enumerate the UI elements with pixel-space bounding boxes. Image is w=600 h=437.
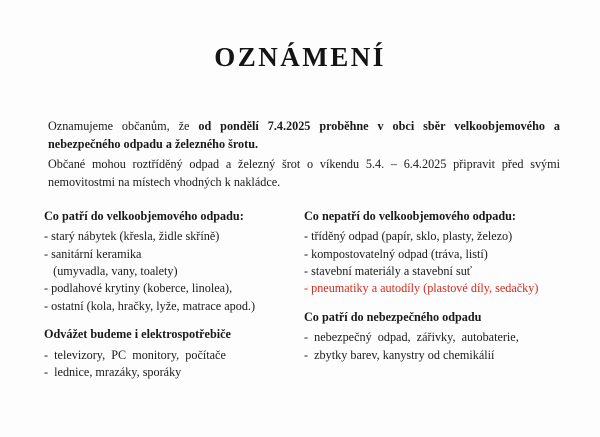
intro-paragraph-2: Občané mohou roztříděný odpad a železný šrot o víkendu 5.4. – 6.4.2025 připravit před svými nemovitostmi na místech vhodných k nakládce. <box>48 157 560 190</box>
intro-text-bold: od pondělí 7.4.2025 proběhne v obci sběr velkoobjemového a nebezpečného odpadu a železného šrotu. <box>48 119 560 151</box>
left-list-bulky-waste <box>44 228 288 315</box>
left-heading-appliances: Odvážet budeme i elektrospotřebiče <box>44 327 231 342</box>
list-item: - nebezpečný odpad, zářivky, autobaterie, <box>304 330 519 345</box>
right-heading-not-bulky-waste: Co nepatří do velkoobjemového odpadu: <box>304 209 516 223</box>
list-item: - tříděný odpad (papír, sklo, plasty, železo) <box>304 229 513 244</box>
list-item: - sanitární keramika <box>44 246 142 261</box>
right-list-not-bulky-waste <box>304 228 564 297</box>
page-title: OZNÁMENÍ <box>214 42 386 72</box>
right-heading-hazardous-waste: Co patří do nebezpečného odpadu <box>304 309 482 324</box>
left-list-appliances <box>44 347 288 382</box>
intro-section <box>48 118 560 192</box>
intro-text-lead: Oznamujeme občanům, že <box>48 119 199 133</box>
list-item: - podlahové krytiny (koberce, linolea), <box>44 281 233 296</box>
list-item: (umyvadla, vany, toalety) <box>44 264 178 279</box>
right-column <box>304 208 564 381</box>
left-column <box>44 208 288 381</box>
columns-container <box>44 208 564 381</box>
list-item: - stavební materiály a stavební suť <box>304 264 472 279</box>
list-item: - televizory, PC monitory, počítače <box>44 347 226 362</box>
list-item: - zbytky barev, kanystry od chemikálií <box>304 347 495 362</box>
list-item: - lednice, mrazáky, sporáky <box>44 364 182 379</box>
list-item-highlighted: - pneumatiky a autodíly (plastové díly, sedačky) <box>304 281 539 296</box>
right-list-hazardous-waste <box>304 329 564 364</box>
list-item: - ostatní (kola, hračky, lyže, matrace apod.) <box>44 298 256 313</box>
list-item: - kompostovatelný odpad (tráva, listí) <box>304 246 488 261</box>
left-heading-bulky-waste: Co patří do velkoobjemového odpadu: <box>44 209 244 223</box>
list-item: - starý nábytek (křesla, židle skříně) <box>44 229 220 244</box>
intro-paragraph-1 <box>48 118 560 153</box>
